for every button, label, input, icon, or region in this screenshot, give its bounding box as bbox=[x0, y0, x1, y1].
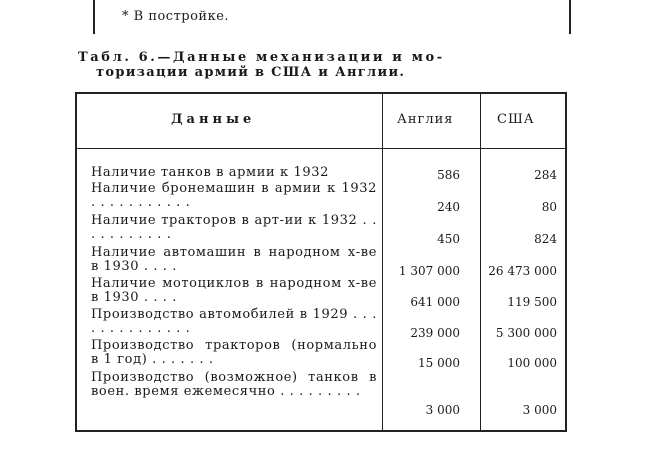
table-caption bbox=[78, 50, 578, 80]
row-label: Производство автомобилей в 1929 . . . . . . . . . . . . . . bbox=[91, 307, 377, 336]
value-usa: 80 bbox=[541, 200, 557, 214]
row-label: Наличие автомашин в народном х-ве в 1930 . . . . bbox=[91, 245, 377, 274]
value-england: 240 bbox=[437, 200, 460, 214]
value-usa: 3 000 bbox=[522, 403, 557, 417]
data-table bbox=[75, 92, 567, 432]
value-england: 239 000 bbox=[410, 326, 460, 340]
table-row bbox=[77, 246, 565, 276]
value-usa: 100 000 bbox=[507, 356, 557, 370]
header-divider bbox=[77, 148, 565, 149]
value-england: 1 307 000 bbox=[398, 264, 460, 278]
row-label: Наличие бронемашин в армии к 1932 . . . . . . . . . . . bbox=[91, 181, 377, 210]
row-label: Производство (возможное) танков в воен. время ежемесячно . . . . . . . . . bbox=[91, 370, 377, 399]
value-usa: 26 473 000 bbox=[488, 264, 557, 278]
row-label: Наличие танков в армии к 1932 bbox=[91, 165, 329, 180]
header-usa: США bbox=[497, 112, 535, 127]
table-row bbox=[77, 182, 565, 212]
value-england: 3 000 bbox=[425, 403, 460, 417]
table-row bbox=[77, 370, 565, 417]
caption-line-1: Табл. 6.—Данные механизации и мо- bbox=[78, 50, 445, 65]
value-usa: 284 bbox=[534, 168, 557, 182]
value-england: 15 000 bbox=[418, 356, 460, 370]
value-usa: 824 bbox=[534, 232, 557, 246]
table-row bbox=[77, 214, 565, 244]
table-row bbox=[77, 308, 565, 338]
header-england: Англия bbox=[397, 112, 454, 127]
footnote: * В постройке. bbox=[122, 9, 230, 24]
value-england: 450 bbox=[437, 232, 460, 246]
caption-line-2: торизации армий в США и Англии. bbox=[96, 65, 406, 80]
value-usa: 5 300 000 bbox=[495, 326, 557, 340]
row-label: Производство тракторов (нормально в 1 год) . . . . . . . bbox=[91, 338, 377, 367]
table-row bbox=[77, 277, 565, 307]
row-label: Наличие мотоциклов в народном х-ве в 1930 . . . . bbox=[91, 276, 377, 305]
row-label: Наличие тракторов в арт-ии к 1932 . . . . . . . . . . . bbox=[91, 213, 377, 242]
value-england: 641 000 bbox=[410, 295, 460, 309]
table-row bbox=[77, 339, 565, 369]
value-england: 586 bbox=[437, 168, 460, 182]
value-usa: 119 500 bbox=[507, 295, 557, 309]
header-data: Данные bbox=[171, 112, 256, 127]
